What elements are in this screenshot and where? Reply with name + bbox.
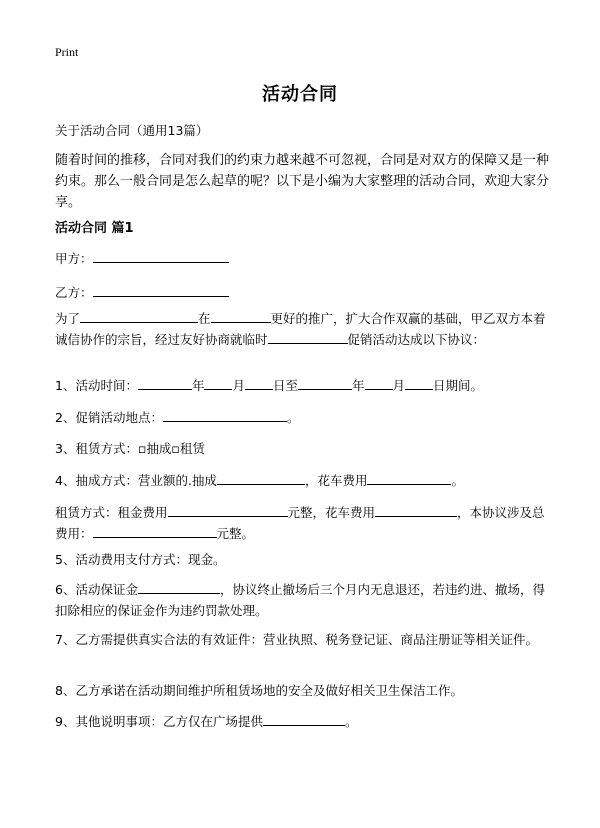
end-day-blank: [405, 376, 433, 390]
deposit-blank: [138, 580, 220, 594]
item-3-rent-mode: 3、租赁方式：▫抽成▫租赁: [55, 441, 205, 456]
item-6-rest: ，协议终止撤场后三个月内无息退还，若违约进、撤场，得扣除相应的保证金作为违约罚款处理。: [55, 582, 545, 618]
party-a-blank: [93, 249, 229, 263]
item-2-location: [55, 407, 553, 428]
item-2-end: 。: [286, 410, 300, 425]
section-title: 活动合同 篇1: [55, 221, 134, 236]
rent-text-2: ，本协议涉及总费用：: [55, 505, 545, 541]
party-a-label: 甲方：: [55, 251, 93, 266]
year-label: 年: [191, 378, 205, 393]
total-fee-blank: [93, 524, 217, 538]
year-label-2: 年: [352, 378, 365, 393]
rent-cart-fee-blank: [375, 503, 457, 517]
item-6-label: 6、活动保证金: [55, 582, 138, 597]
item-1-activity-time: [55, 375, 553, 396]
item-4-commission: [55, 470, 553, 491]
item-6-deposit: [55, 579, 553, 621]
day-end-label: 日期间。: [433, 378, 484, 393]
purpose-blank-2: [211, 309, 271, 323]
rent-text-1: 元整，花车费用: [287, 505, 376, 520]
item-2-label: 2、促销活动地点：: [55, 410, 163, 425]
item-4-label: 4、抽成方式：营业额的.抽成: [55, 473, 217, 488]
item-9-other: [55, 711, 553, 732]
party-b-line: [55, 282, 553, 303]
intro-paragraph: 随着时间的推移，合同对我们的约束力越来越不可忽视，合同是对双方的保障又是一种约束。那么一般合同是怎么起草的呢？以下是小编为大家整理的活动合同，欢迎大家分享。: [55, 153, 550, 210]
month-label-2: 月: [392, 378, 406, 393]
party-b-blank: [93, 283, 229, 297]
start-month-blank: [204, 376, 232, 390]
item-4-end: 。: [451, 473, 464, 488]
start-day-blank: [245, 376, 273, 390]
month-label: 月: [232, 378, 245, 393]
purpose-text-3: 更好的推广，扩大合作双赢的基础，甲乙双方本着诚信协作的宗旨，经过友好协商就临时: [55, 311, 546, 347]
rent-label: 租赁方式：租金费用: [55, 505, 168, 520]
print-label[interactable]: Print: [55, 45, 79, 59]
rent-paragraph: [55, 502, 553, 544]
document-subtitle: 关于活动合同（通用13篇）: [55, 123, 209, 138]
start-year-blank: [138, 376, 192, 390]
end-month-blank: [365, 376, 393, 390]
item-9-end: 。: [344, 714, 358, 729]
rent-text-3: 元整。: [216, 526, 255, 541]
purpose-blank-3: [268, 330, 348, 344]
purpose-text-2: 在: [198, 311, 211, 326]
other-blank: [263, 712, 345, 726]
location-blank: [163, 408, 287, 422]
document-title: 活动合同: [262, 84, 338, 105]
purpose-text-4: 促销活动达成以下协议：: [347, 332, 486, 347]
purpose-paragraph: [55, 308, 553, 350]
party-a-line: [55, 248, 553, 269]
party-b-label: 乙方：: [55, 285, 93, 300]
item-9-label: 9、其他说明事项：乙方仅在广场提供: [55, 714, 263, 729]
day-to-label: 日至: [273, 378, 299, 393]
commission-blank: [217, 471, 305, 485]
purpose-text-1: 为了: [55, 311, 81, 326]
item-1-label: 1、活动时间：: [55, 378, 138, 393]
rent-fee-blank: [168, 503, 288, 517]
end-year-blank: [298, 376, 352, 390]
item-7-documents: 7、乙方需提供真实合法的有效证件：营业执照、税务登记证、商品注册证等相关证件。: [55, 632, 538, 647]
purpose-blank-1: [80, 309, 198, 323]
item-8-safety: 8、乙方承诺在活动期间维护所租赁场地的安全及做好相关卫生保洁工作。: [55, 683, 463, 698]
item-4-mid: ，花车费用: [304, 473, 368, 488]
item-5-payment: 5、活动费用支付方式：现金。: [55, 552, 226, 567]
cart-fee-blank: [367, 471, 451, 485]
